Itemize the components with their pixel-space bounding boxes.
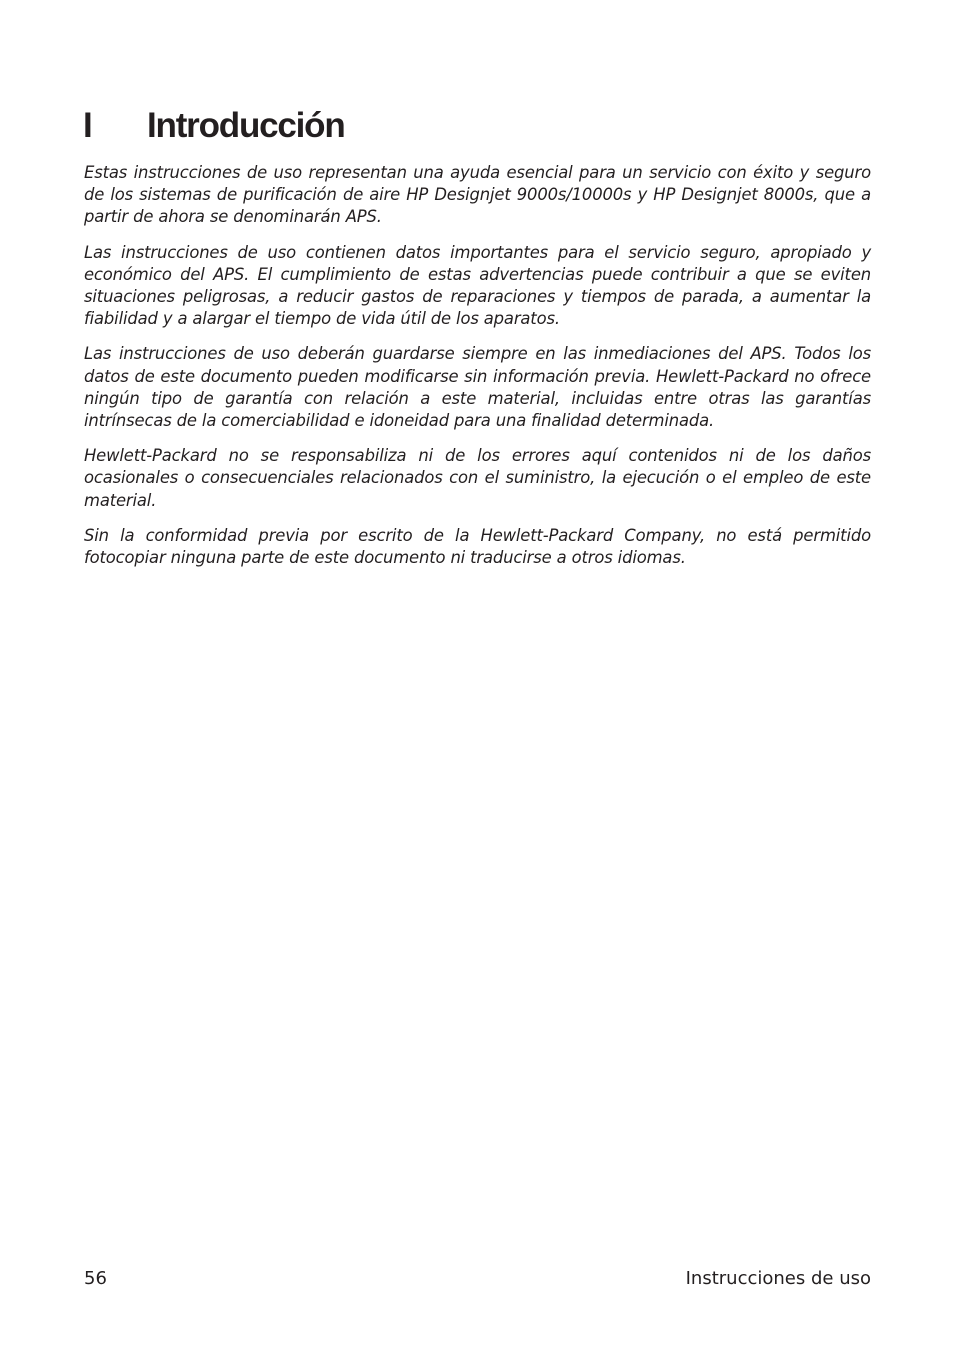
section-heading xyxy=(83,102,345,150)
paragraph: Las instrucciones de uso deberán guardarse siempre en las inmediaciones del APS. Todos los datos de este documento pueden modificarse sin información previa. Hewlett-Packard no ofrece ningún tipo de garantía con relación a este material, incluidas entre otras las garantías intrínsecas de la comerciabilidad e idoneidad para una finalidad determinada. xyxy=(84,344,871,431)
body-text xyxy=(84,162,871,582)
page-number: 56 xyxy=(84,1268,107,1289)
paragraph: Hewlett-Packard no se responsabiliza ni de los errores aquí contenidos ni de los daños ocasionales o consecuenciales relacionados con el suministro, la ejecución o el empleo de este material. xyxy=(84,446,871,510)
section-number: I xyxy=(83,106,92,145)
page-footer xyxy=(84,1268,871,1289)
paragraph: Las instrucciones de uso contienen datos importantes para el servicio seguro, apropiado y económico del APS. El cumplimiento de estas advertencias puede contribuir a que se eviten situaciones peligrosas, a reducir gastos de reparaciones y tiempos de parada, a aumentar la fiabilidad y a alargar el tiempo de vida útil de los aparatos. xyxy=(84,242,871,329)
document-title: Instrucciones de uso xyxy=(685,1268,871,1289)
paragraph: Estas instrucciones de uso representan una ayuda esencial para un servicio con éxito y seguro de los sistemas de purificación de aire HP Designjet 9000s/10000s y HP Designjet 8000s, que a partir de ahora se denominarán APS. xyxy=(84,163,871,227)
paragraph: Sin la conformidad previa por escrito de la Hewlett-Packard Company, no está permitido fotocopiar ninguna parte de este documento ni traducirse a otros idiomas. xyxy=(84,525,871,568)
section-title: Introducción xyxy=(147,106,345,145)
